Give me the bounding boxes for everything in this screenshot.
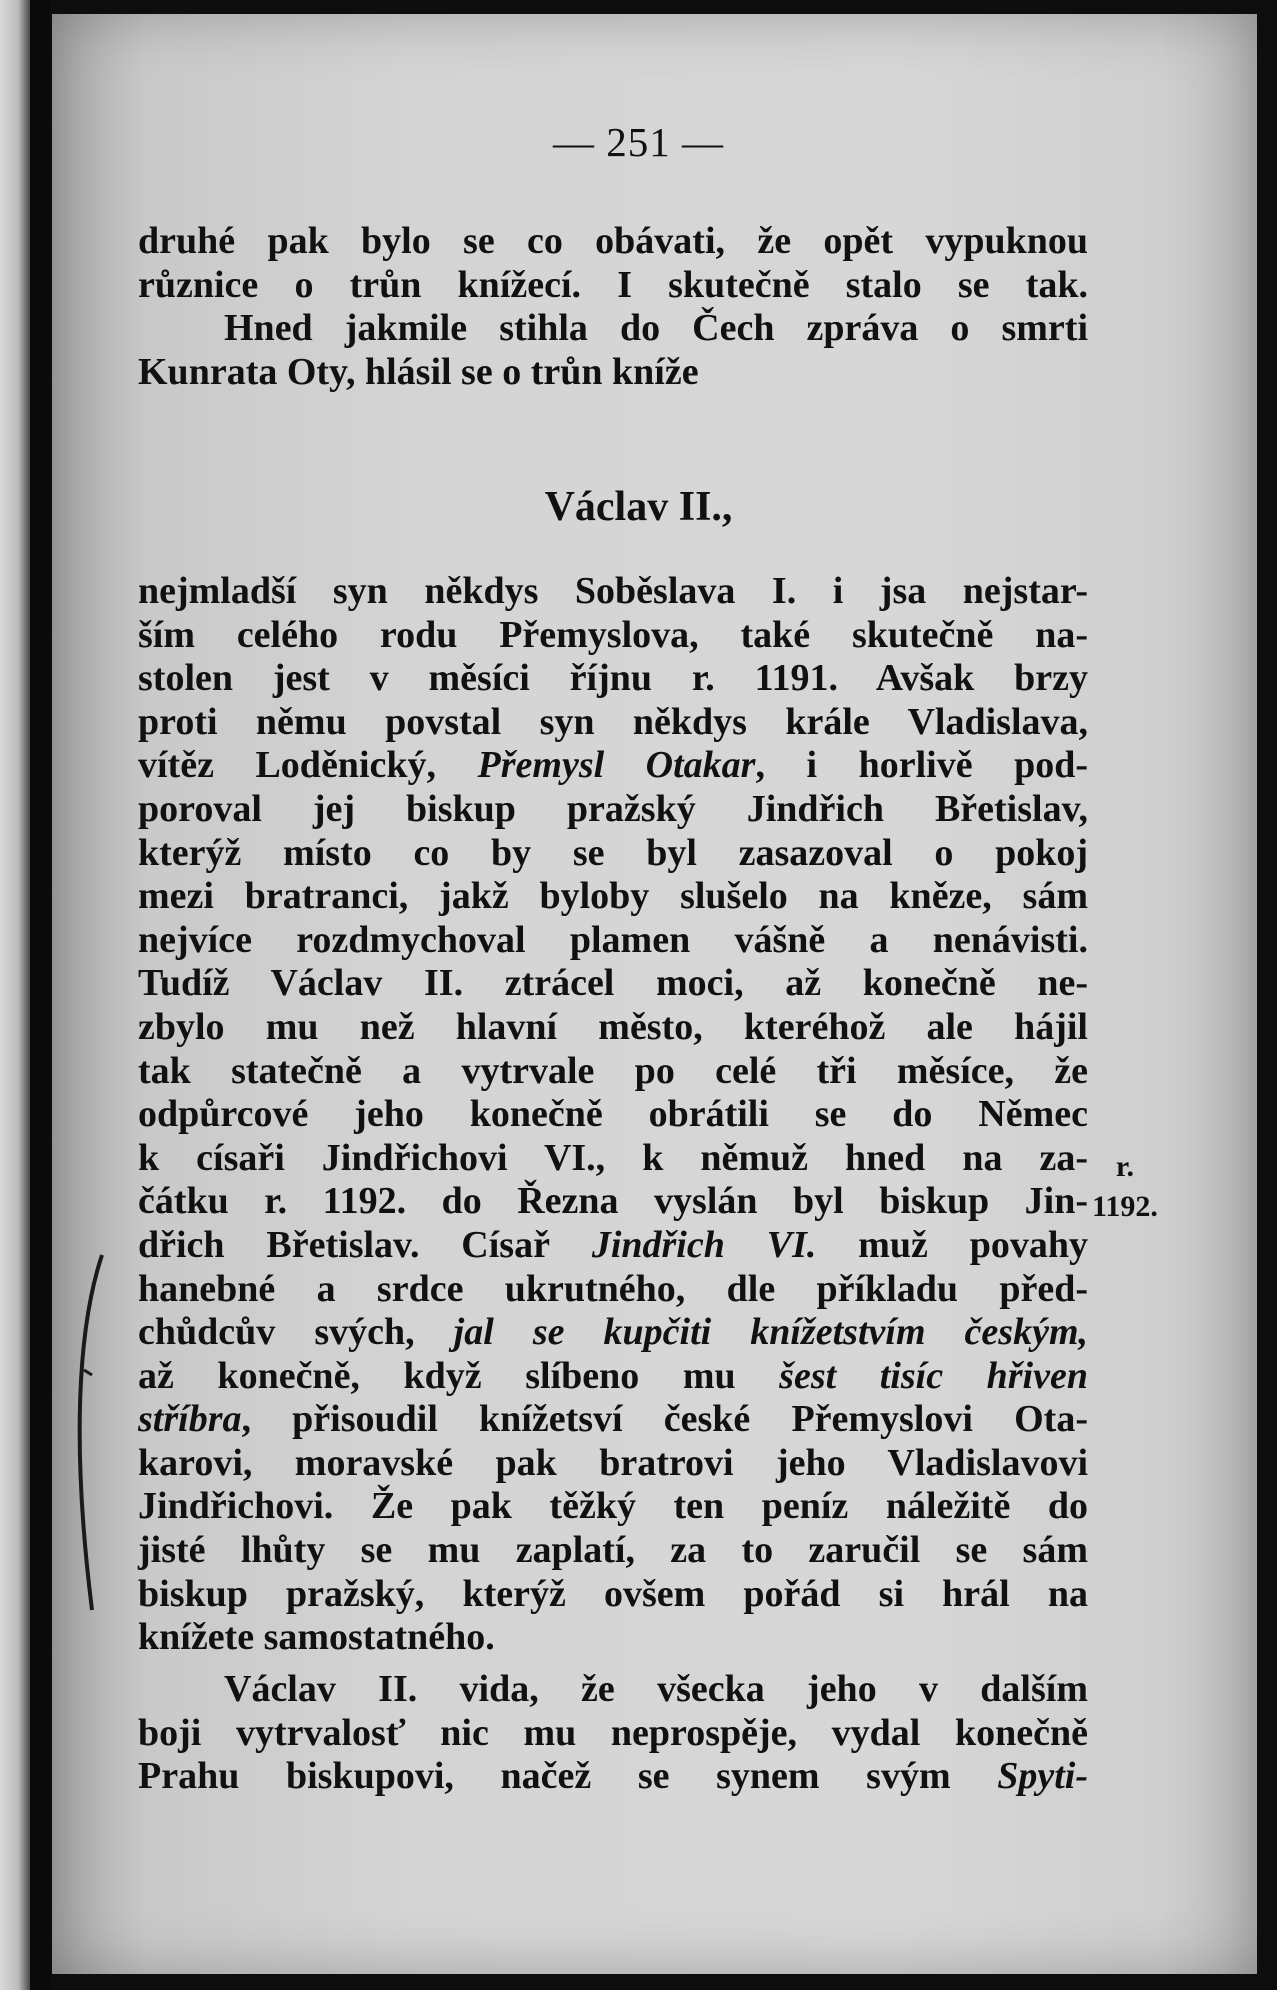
text-line: Hned jakmile stihla do Čech zpráva o smrti <box>224 307 1088 350</box>
italic-phrase: jal se kupčiti knížetstvím českým, <box>453 1311 1088 1354</box>
text-line: mezi bratranci, jakž byloby slušelo na kněze, sám <box>138 875 1088 918</box>
text-line: zbylo mu než hlavní město, kteréhož ale hájil <box>138 1005 1088 1048</box>
text-line: čátku r. 1192. do Řezna vyslán byl biskup Jin- <box>138 1180 1088 1223</box>
text-line: Tudíž Václav II. ztrácel moci, až konečně ne- <box>138 962 1088 1005</box>
binding-shadow <box>30 0 50 1990</box>
text-line <box>138 1311 1088 1355</box>
italic-phrase: stříbra <box>138 1398 242 1441</box>
text-line: kterýž místo co by se byl zasazoval o pokoj <box>138 831 1088 874</box>
text-line: hanebné a srdce ukrutného, dle příkladu před- <box>138 1267 1088 1310</box>
text-run: muž povahy <box>816 1223 1088 1266</box>
main-paragraph <box>138 570 1088 1660</box>
text-run: vítěz Loděnický, <box>138 744 478 787</box>
marginal-date-note <box>1092 1147 1158 1227</box>
text-line: knížete samostatného. <box>138 1616 495 1659</box>
text-line: nejvíce rozdmychoval plamen vášně a nenávisti. <box>138 918 1088 961</box>
text-line: stolen jest v měsíci říjnu r. 1191. Avšak brzy <box>138 657 1088 700</box>
text-line: druhé pak bylo se co obávati, že opět vypuknou <box>138 220 1088 262</box>
text-run: chůdcův svých, <box>138 1311 454 1354</box>
text-line <box>138 744 1088 788</box>
text-line: boji vytrvalosť nic mu neprospěje, vydal konečně <box>138 1711 1088 1754</box>
section-heading: Václav II., <box>544 484 733 530</box>
text-line <box>138 1355 1088 1399</box>
italic-name: Přemysl Otakar <box>477 744 756 787</box>
text-line: různice o trůn knížecí. I skutečně stalo se tak. <box>138 263 1088 306</box>
text-line <box>138 1398 1088 1442</box>
marginal-line: r. <box>1115 1150 1134 1183</box>
previous-page-edge <box>0 0 30 1990</box>
text-line: proti němu povstal syn někdys krále Vladislava, <box>138 700 1088 743</box>
text-line <box>138 1755 1088 1799</box>
text-run: Prahu biskupovi, načež se synem svým <box>138 1755 998 1798</box>
text-run: dřich Břetislav. Císař <box>138 1223 592 1266</box>
handwritten-bracket-mark <box>62 1250 122 1620</box>
italic-phrase: šest tisíc hřiven <box>779 1354 1088 1397</box>
intro-paragraph <box>138 220 1088 394</box>
text-line: odpůrcové jeho konečně obrátili se do Němec <box>138 1093 1088 1136</box>
text-line: Jindřichovi. Že pak těžký ten peníz náležitě do <box>138 1485 1088 1528</box>
text-line: ším celého rodu Přemyslova, také skutečně na- <box>138 613 1088 656</box>
text-line: nejmladší syn někdys Soběslava I. i jsa nejstar- <box>138 570 1088 612</box>
text-line <box>138 1224 1088 1268</box>
text-run: , i horlivě pod- <box>755 744 1089 787</box>
text-line: Václav II. vida, že všecka jeho v dalším <box>224 1668 1088 1710</box>
text-line: biskup pražský, kterýž ovšem pořád si hrál na <box>138 1572 1088 1615</box>
text-run: , přisoudil knížetsví české Přemyslovi Ota- <box>241 1398 1088 1441</box>
text-line: tak statečně a vytrvale po celé tři měsíce, že <box>138 1049 1088 1092</box>
final-paragraph <box>138 1668 1088 1799</box>
italic-name: Spyti- <box>997 1755 1088 1798</box>
text-line: Kunrata Oty, hlásil se o trůn kníže <box>138 350 699 393</box>
text-line: k císaři Jindřichovi VI., k němuž hned na za- <box>138 1136 1088 1179</box>
marginal-line: 1192. <box>1092 1190 1158 1223</box>
page-number: — 251 — <box>553 119 724 165</box>
text-run: až konečně, když slíbeno mu <box>138 1354 780 1397</box>
text-line: karovi, moravské pak bratrovi jeho Vladislavovi <box>138 1441 1088 1484</box>
italic-name: Jindřich VI. <box>591 1223 817 1266</box>
text-line: poroval jej biskup pražský Jindřich Břetislav, <box>138 787 1088 830</box>
text-line: jisté lhůty se mu zaplatí, za to zaručil se sám <box>138 1529 1088 1572</box>
